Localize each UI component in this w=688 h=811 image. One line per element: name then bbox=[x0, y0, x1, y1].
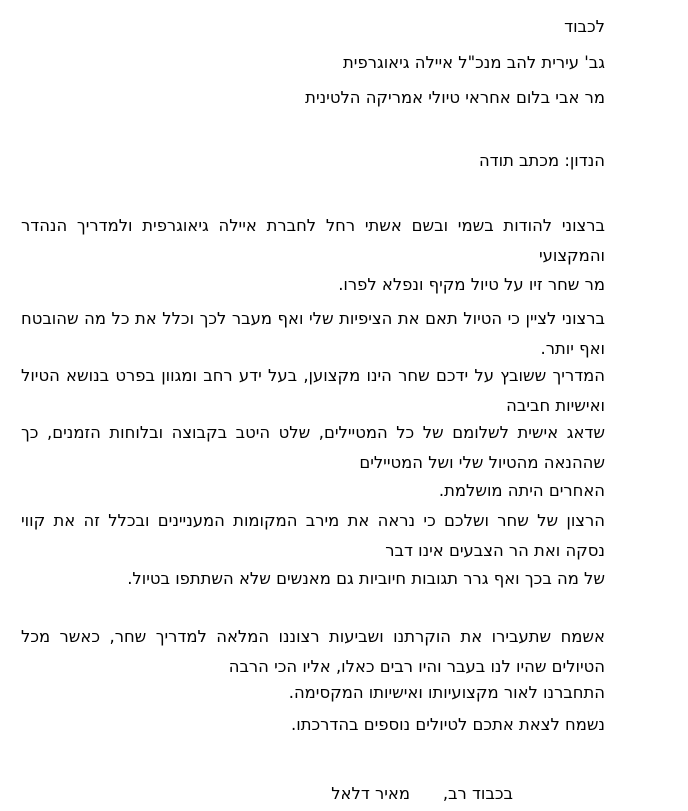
recipient-line-2: מר אבי בלום אחראי טיולי אמריקה הלטינית bbox=[305, 88, 605, 107]
paragraph-5: שדאג אישית לשלומם של כל המטיילים, שלט היטב בקבוצה ובלוחות הזמנים, כך שההנאה מהטיול שלי ושל המטיילים bbox=[21, 423, 605, 472]
paragraph-8: של מה בכך ואף גרר תגובות חיוביות גם מאנשים שלא השתתפו בטיול. bbox=[127, 569, 605, 588]
paragraph-11: נשמח לצאת אתכם לטיולים נוספים בהדרכתו. bbox=[291, 715, 605, 734]
signature-name: מאיר דלאל bbox=[331, 784, 410, 803]
signature-closing: בכבוד רב, bbox=[442, 784, 513, 803]
recipient-line-1: גב' עירית להב מנכ"ל איילה גיאוגרפית bbox=[343, 53, 605, 72]
paragraph-10: התחברנו לאור מקצועיותו ואישיותו המקסימה. bbox=[288, 683, 605, 702]
subject-line: הנדון: מכתב תודה bbox=[478, 151, 605, 170]
salutation: לכבוד bbox=[564, 17, 605, 36]
paragraph-9: אשמח שתעבירו את הוקרתנו ושביעות רצוננו המלאה למדריך שחר, כאשר מכל הטיולים שהיו לנו בעבר והיו רבים כאלו, אליו הכי הרבה bbox=[21, 627, 605, 676]
paragraph-1: ברצוני להודות בשמי ובשם אשתי רחל לחברת איילה גיאוגרפית ולמדריך הנהדר והמקצועי bbox=[21, 216, 605, 265]
paragraph-6: האחרים היתה מושלמת. bbox=[438, 481, 605, 500]
paragraph-7: הרצון של שחר ושלכם כי נראה את מירב המקומות המעניינים ובכלל זה את קווי נסקה ואת הר הצבעים אינו דבר bbox=[21, 511, 605, 560]
paragraph-4: המדריך ששובץ על ידכם שחר הינו מקצוען, בעל ידע רחב ומגוון בפרט בנושא הטיול ואישיות חביבה bbox=[21, 366, 605, 415]
paragraph-3: ברצוני לציין כי הטיול תאם את הציפיות שלי ואף מעבר לכך וכלל את כל מה שהובטח ואף יותר. bbox=[21, 309, 605, 358]
paragraph-2: מר שחר זיו על טיול מקיף ונפלא לפרו. bbox=[338, 275, 605, 294]
